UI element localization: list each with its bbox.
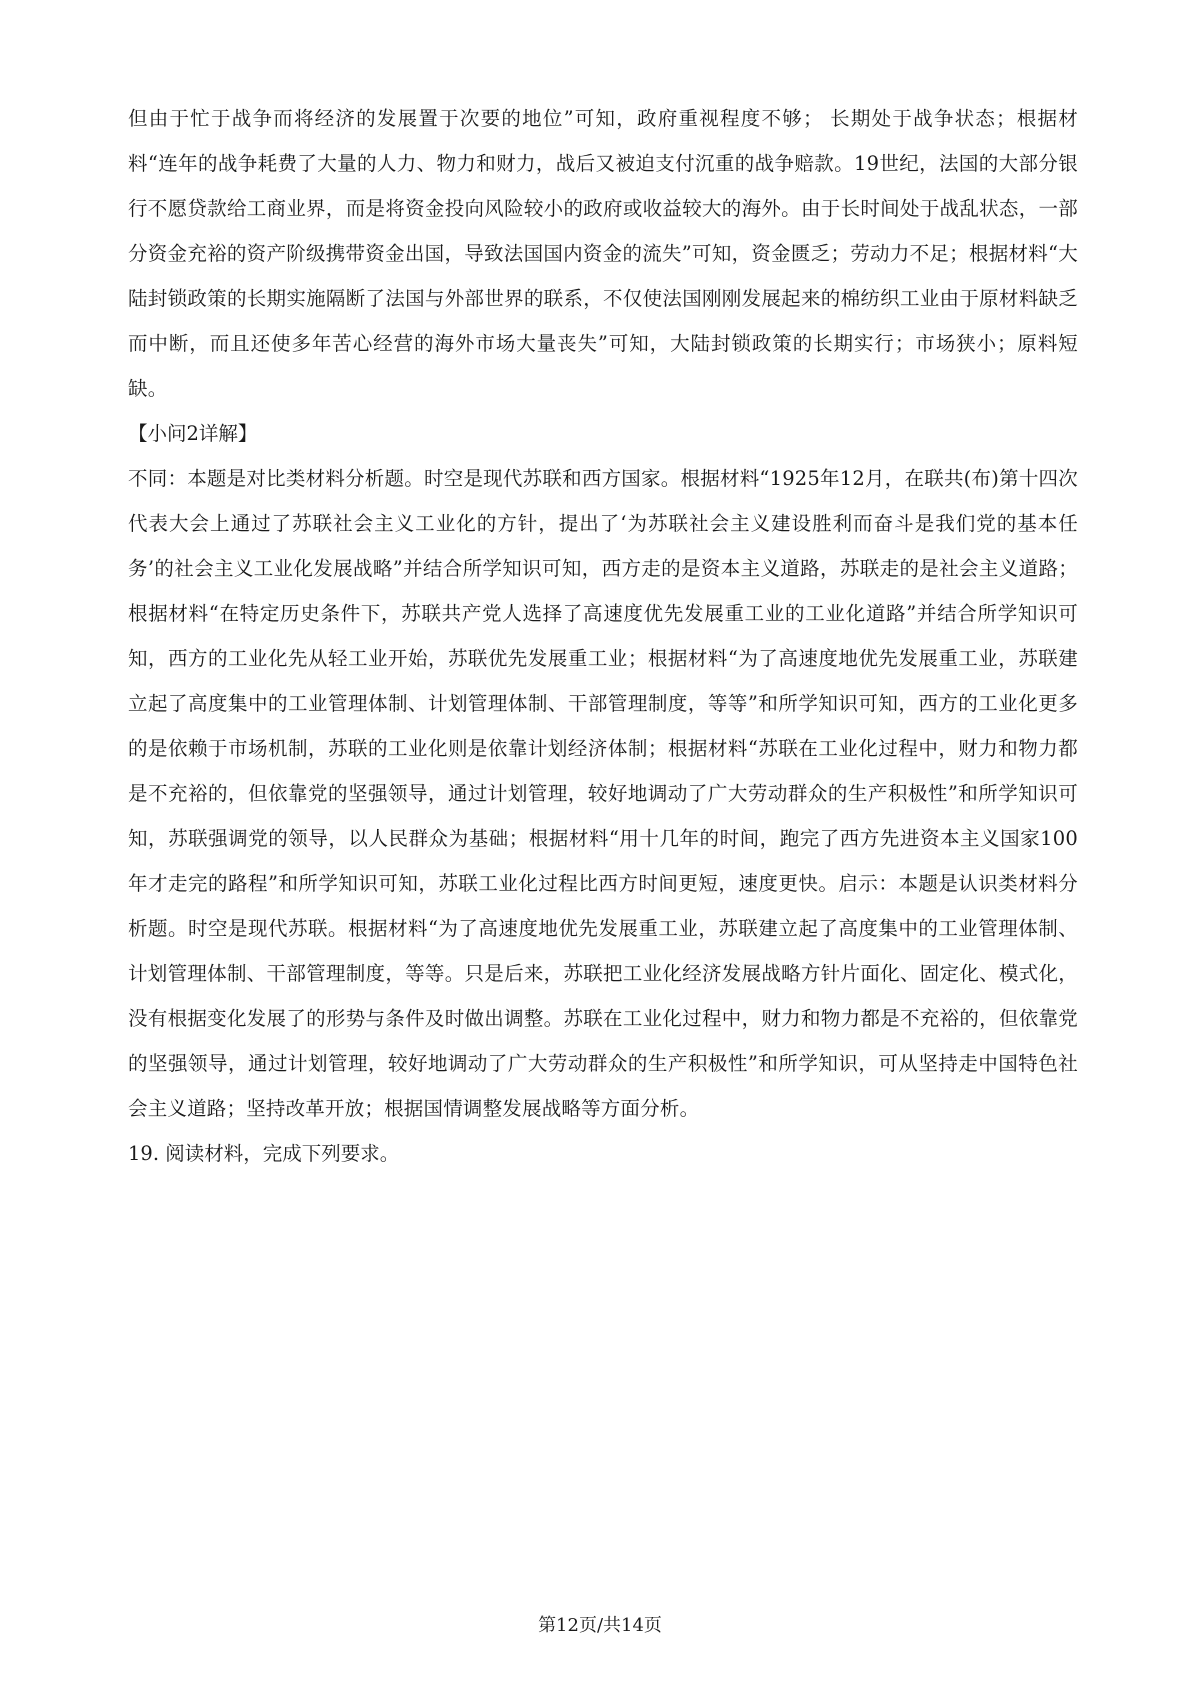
question-19-prompt: 19. 阅读材料，完成下列要求。 xyxy=(128,1142,400,1165)
answer-paragraph-2: 不同：本题是对比类材料分析题。时空是现代苏联和西方国家。根据材料“1925年12月，在联共(布)第十四次代表大会上通过了苏联社会主义工业化的方针，提出了‘为苏联社会主义建设胜利而奋斗是我们党的基本任务’的社会主义工业化发展战略”并结合所学知识可知，西方走的是资本主义道路，苏联走的是社会主义道路；根据材料“在特定历史条件下，苏联共产党人选择了高速度优先发展重工业的工业化道路”并结合所学知识可知，西方的工业化先从轻工业开始，苏联优先发展重工业；根据材料“为了高速度地优先发展重工业，苏联建立起了高度集中的工业管理体制、计划管理体制、干部管理制度，等等”和所学知识可知，西方的工业化更多的是依赖于市场机制，苏联的工业化则是依靠计划经济体制；根据材料“苏联在工业化过程中，财力和物力都是不充裕的，但依靠党的坚强领导，通过计划管理，较好地调动了广大劳动群众的生产积极性”和所学知识可知，苏联强调党的领导，以人民群众为基础；根据材料“用十几年的时间，跑完了西方先进资本主义国家100年才走完的路程”和所学知识可知，苏联工业化过程比西方时间更短，速度更快。启示：本题是认识类材料分析题。时空是现代苏联。根据材料“为了高速度地优先发展重工业，苏联建立起了高度集中的工业管理体制、计划管理体制、干部管理制度，等等。只是后来，苏联把工业化经济发展战略方针片面化、固定化、模式化，没有根据变化发展了的形势与条件及时做出调整。苏联在工业化过程中，财力和物力都是不充裕的，但依靠党的坚强领导，通过计划管理，较好地调动了广大劳动群众的生产积极性”和所学知识，可从坚持走中国特色社会主义道路；坚持改革开放；根据国情调整发展战略等方面分析。 xyxy=(128,467,1078,1120)
document-body xyxy=(128,96,1078,1176)
sub-question-2-heading: 【小问2详解】 xyxy=(128,422,258,445)
answer-paragraph-1: 但由于忙于战争而将经济的发展置于次要的地位”可知，政府重视程度不够； 长期处于战争状态；根据材料“连年的战争耗费了大量的人力、物力和财力，战后又被迫支付沉重的战争赔款。19世纪，法国的大部分银行不愿贷款给工商业界，而是将资金投向风险较小的政府或收益较大的海外。由于长时间处于战乱状态，一部分资金充裕的资产阶级携带资金出国，导致法国国内资金的流失”可知，资金匮乏；劳动力不足；根据材料“大陆封锁政策的长期实施隔断了法国与外部世界的联系，不仅使法国刚刚发展起来的棉纺织工业由于原材料缺乏而中断，而且还使多年苦心经营的海外市场大量丧失”可知，大陆封锁政策的长期实行；市场狭小；原料短缺。 xyxy=(128,107,1078,400)
page-number-footer: 第12页/共14页 xyxy=(538,1615,662,1636)
